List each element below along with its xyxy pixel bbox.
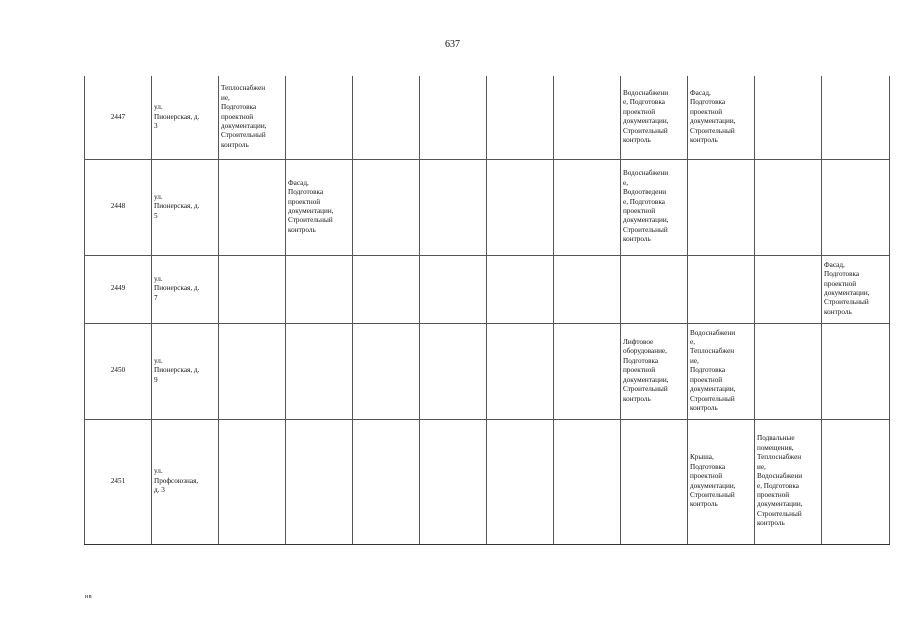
table-row [85,76,890,159]
work-cell [755,255,822,323]
repair-schedule-table [84,76,890,545]
row-number: 2450 [85,323,152,419]
work-cell: Водоснабжени е, Теплоснабжен ие, Подготовка проектной документации, Строительный контроль [688,323,755,419]
work-cell: Водоснабжени е, Водоотведени е, Подготовка проектной документации, Строительный контроль [621,159,688,255]
table-row [85,323,890,419]
empty-cell [353,159,420,255]
work-cell [755,76,822,159]
table-row [85,159,890,255]
footer-mark: нв [85,594,93,600]
work-cell: Лифтовое оборудование, Подготовка проектной документации, Строительный контроль [621,323,688,419]
work-cell [688,255,755,323]
row-number: 2447 [85,76,152,159]
table-row [85,419,890,544]
table-row [85,255,890,323]
row-number: 2451 [85,419,152,544]
empty-cell [554,255,621,323]
work-cell [286,419,353,544]
empty-cell [554,159,621,255]
work-cell [688,159,755,255]
empty-cell [420,323,487,419]
page-number: 637 [445,39,460,50]
empty-cell [353,255,420,323]
empty-cell [487,323,554,419]
empty-cell [353,76,420,159]
empty-cell [487,255,554,323]
address-cell: ул. Профсоюзная, д. 3 [152,419,219,544]
work-cell [621,419,688,544]
empty-cell [420,159,487,255]
work-cell: Подвальные помещения, Теплоснабжен ие, Водоснабжени е, Подготовка проектной документации, Строительный контроль [755,419,822,544]
work-cell [822,159,890,255]
work-cell [219,255,286,323]
empty-cell [420,419,487,544]
work-cell [219,419,286,544]
work-cell [286,76,353,159]
address-cell: ул. Пионерская, д. 5 [152,159,219,255]
empty-cell [420,76,487,159]
work-cell [822,76,890,159]
empty-cell [487,159,554,255]
work-cell [822,419,890,544]
empty-cell [353,419,420,544]
work-cell [219,323,286,419]
row-number: 2448 [85,159,152,255]
work-cell: Крыша, Подготовка проектной документации, Строительный контроль [688,419,755,544]
empty-cell [353,323,420,419]
work-cell [286,255,353,323]
work-cell: Фасад, Подготовка проектной документации, Строительный контроль [286,159,353,255]
work-cell [755,323,822,419]
empty-cell [487,419,554,544]
work-cell: Фасад, Подготовка проектной документации, Строительный контроль [688,76,755,159]
empty-cell [554,419,621,544]
empty-cell [487,76,554,159]
work-cell: Водоснабжени е, Подготовка проектной документации, Строительный контроль [621,76,688,159]
empty-cell [554,323,621,419]
empty-cell [420,255,487,323]
work-cell [621,255,688,323]
work-cell [822,323,890,419]
work-cell [755,159,822,255]
work-cell: Фасад, Подготовка проектной документации, Строительный контроль [822,255,890,323]
work-cell: Теплоснабжен ие, Подготовка проектной документации, Строительный контроль [219,76,286,159]
address-cell: ул. Пионерская, д. 9 [152,323,219,419]
work-cell [286,323,353,419]
address-cell: ул. Пионерская, д. 3 [152,76,219,159]
row-number: 2449 [85,255,152,323]
work-cell [219,159,286,255]
address-cell: ул. Пионерская, д. 7 [152,255,219,323]
empty-cell [554,76,621,159]
